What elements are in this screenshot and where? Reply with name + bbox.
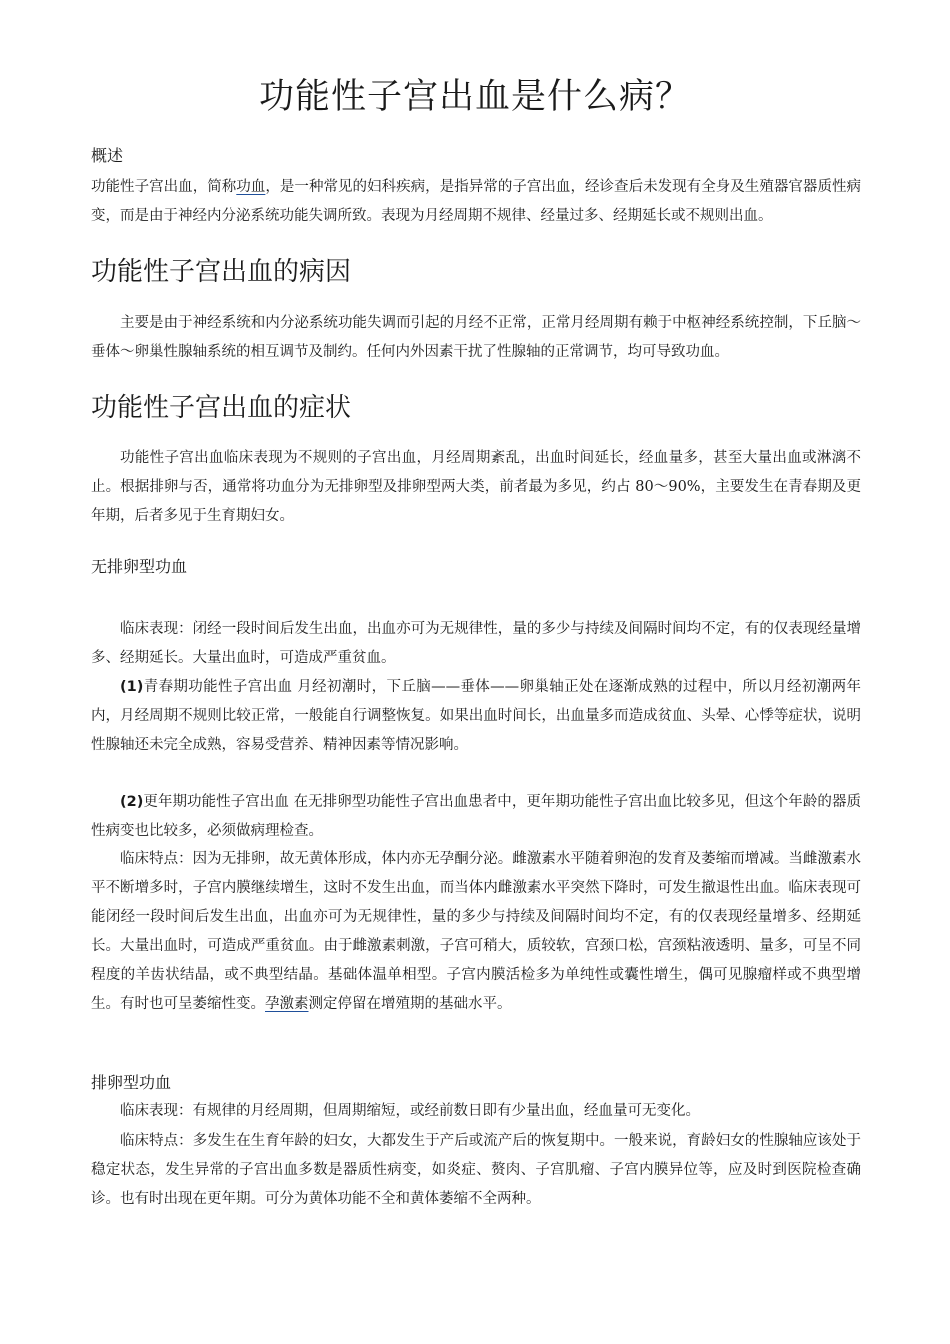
page-title: 功能性子宫出血是什么病？ [258, 77, 691, 117]
anovulatory-features [91, 845, 861, 1019]
progesterone-link[interactable]: 孕激素 [265, 996, 309, 1012]
anovulatory-heading: 无排卵型功血 [91, 557, 188, 576]
ovulatory-features: 临床特点：多发生在生育年龄的妇女，大都发生于产后或流产后的恢复期中。一般来说，育龄妇女的性腺轴应该处于稳定状态，发生异常的子宫出血多数是器质性病变，如炎症、赘肉、子宫肌瘤、子宫内膜异位等，应及时到医院检查确诊。也有时出现在更年期。可分为黄体功能不全和黄体萎缩不全两种。 [91, 1133, 861, 1207]
item-1-text: 青春期功能性子宫出血 月经初潮时，下丘脑——垂体——卵巢轴正处在逐渐成熟的过程中，所以月经初潮两年内，月经周期不规则比较正常，一般能自行调整恢复。如果出血时间长，出血量多而造成贫血、头晕、心悸等症状，说明性腺轴还未完全成熟，容易受营养、精神因素等情况影响。 [91, 679, 861, 753]
item-1-number: (1) [120, 679, 144, 695]
anovulatory-clinical: 临床表现：闭经一段时间后发生出血，出血亦可为无规律性，量的多少与持续及间隔时间均不定，有的仅表现经量增多、经期延长。大量出血时，可造成严重贫血。 [91, 621, 861, 666]
features-text-after: 测定停留在增殖期的基础水平。 [308, 996, 512, 1012]
overview-heading: 概述 [91, 146, 124, 165]
symptoms-heading: 功能性子宫出血的症状 [91, 393, 352, 423]
overview-paragraph [91, 173, 861, 231]
features-text-before: 临床特点：因为无排卵，故无黄体形成，体内亦无孕酮分泌。雌激素水平随着卵泡的发育及萎缩而增减。当雌激素水平不断增多时，子宫内膜继续增生，这时不发生出血，而当体内雌激素水平突然下降时，可发生撤退性出血。临床表现可能闭经一段时间后发生出血，出血亦可为无规律性，量的多少与持续及间隔时间均不定，有的仅表现经量增多、经期延长。大量出血时，可造成严重贫血。由于雌激素刺激，子宫可稍大，质较软，宫颈口松，宫颈粘液透明、量多，可呈不同程度的羊齿状结晶，或不典型结晶。基础体温单相型。子宫内膜活检多为单纯性或囊性增生，偶可见腺瘤样或不典型增生。有时也可呈萎缩性变。 [91, 851, 861, 1012]
item-2-number: (2) [120, 794, 144, 810]
cause-paragraph: 主要是由于神经系统和内分泌系统功能失调而引起的月经不正常，正常月经周期有赖于中枢神经系统控制，下丘脑～垂体～卵巢性腺轴系统的相互调节及制约。任何内外因素干扰了性腺轴的正常调节，均可导致功血。 [91, 315, 861, 360]
anovulatory-item-2 [91, 788, 861, 846]
item-2-text: 更年期功能性子宫出血 在无排卵型功能性子宫出血患者中，更年期功能性子宫出血比较多见，但这个年龄的器质性病变也比较多，必须做病理检查。 [91, 794, 861, 839]
cause-heading: 功能性子宫出血的病因 [91, 257, 352, 287]
symptoms-paragraph: 功能性子宫出血临床表现为不规则的子宫出血，月经周期紊乱，出血时间延长，经血量多，甚至大量出血或淋漓不止。根据排卵与否，通常将功血分为无排卵型及排卵型两大类，前者最为多见，约占 80～90%，主要发生在青春期及更年期，后者多见于生育期妇女。 [91, 450, 861, 524]
anovulatory-item-1 [91, 673, 861, 760]
ovulatory-clinical: 临床表现：有规律的月经周期，但周期缩短，或经前数日即有少量出血，经血量可无变化。 [120, 1103, 700, 1119]
overview-text-before: 功能性子宫出血，简称 [91, 179, 237, 195]
ovulatory-heading: 排卵型功血 [91, 1073, 172, 1092]
overview-text-after: ，是一种常见的妇科疾病，是指异常的子宫出血，经诊查后未发现有全身及生殖器官器质性病变，而是由于神经内分泌系统功能失调所致。表现为月经周期不规律、经量过多、经期延长或不规则出血。 [91, 179, 862, 224]
gongxue-link[interactable]: 功血 [236, 179, 266, 195]
